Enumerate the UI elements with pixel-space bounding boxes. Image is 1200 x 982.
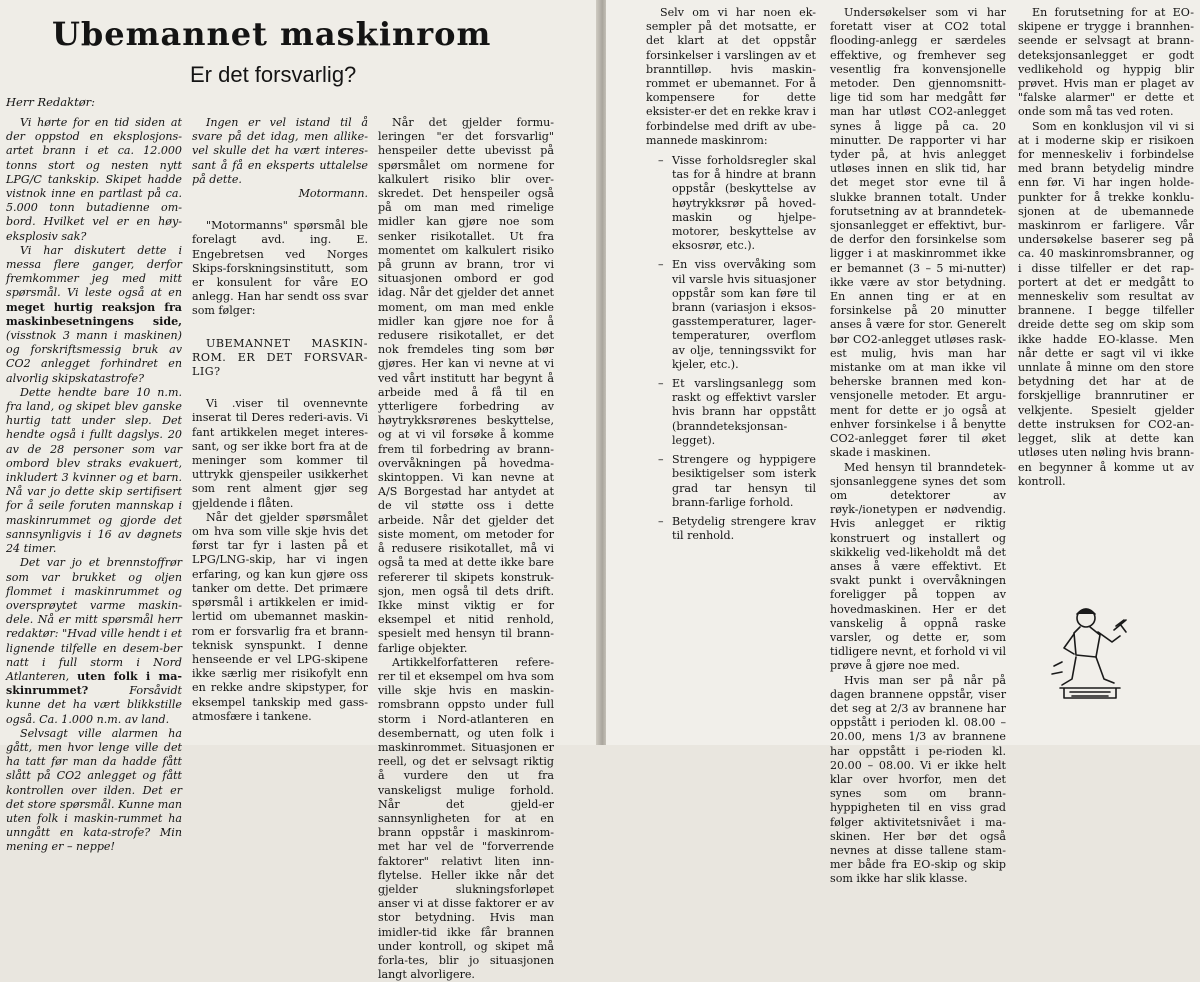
letter-paragraph: Vi har diskutert dette i messa flere ganger, derfor fremkommer jeg med mitt spørsmål. Vi leste også at en meget hurtig reaksjon fra maskinbesetningens side, (visstnok 3 mann i maskinen) og forskriftsmessig bruk av CO2 anlegget forhindret en alvorlig skipskatastrofe? (6, 243, 182, 385)
reply-paragraph: Undersøkelser som vi har foretatt viser at CO2 total flooding-anlegg er særdeles effektive, og fremhever seg vesentlig fra konvensjonelle metoder. Den gjennomsnitt-lige tid som har medgått før man har utløst CO2-anlegget synes å ligge på ca. 20 minutter. De rapporter vi har tyder på, at hvis anlegget utløses innen en slik tid, har det meget stor evne til å slukke brannen totalt. Under forutsetning av at branndetek-sjonsanlegget er effektivt, bur-de derfor den forsinkelse som ligger i at maskinrommet ikke er bemannet (3 – 5 mi-nutter) ikke være av stor betydning. En annen ting er at en forsinkelse på 20 minutter anses å være for stor. Generelt bør CO2-anlegget utløses rask-est mulig, hvis man har mistanke om at man ikke vil beherske brannen med kon-vensjonelle metoder. Et argu-ment for dette er jo også at enhver forsinkelse i å benytte CO2-anlegget fører til øket skade i maskinen. (830, 6, 1006, 460)
article-headline: Ubemannet maskinrom (52, 15, 492, 53)
reply-caps-title: UBEMANNET MASKIN-ROM. ER DET FORSVAR-LIG? (192, 336, 368, 379)
reply-paragraph: En forutsetning for at EO-skipene er trygge i brannhen-seende er selvsagt at brann-deteksjonsanlegget er godt vedlikehold og hyppig blir prøvet. Hvis man er plaget av "falske alarmer" er dette et onde som må tas ved roten. (1018, 6, 1194, 119)
reply-column-5 (830, 6, 1006, 886)
reply-paragraph: Vi .viser til ovennevnte inserat til Deres rederi-avis. Vi fant artikkelen meget interes-sant, og ser ikke bort fra at de meninger som kommer til uttrykk gjenspeiler usikkerhet som rent alment gjør seg gjeldende i flåten. (192, 397, 368, 510)
reply-paragraph: Når det gjelder formu-leringen "er det forsvarlig" henspeiler dette ubevisst på spørsmålet om normene for kalkulert risiko blir over-skredet. Det henspeiler også på om man med rimelige midler kan gjøre noe som senker risikotallet. Ut fra momentet om kalkulert risiko på grunn av brann, tror vi situasjonen ombord er god idag. Når det gjelder det annet moment, om man med enkle midler kan gjøre noe for å redusere risikotallet, er det nok fremdeles ting som bør gjøres. Her kan vi nevne at vi ved vårt institutt har begynt å arbeide med å få til en ytterligere forbedring av høytrykksrørenes beskyttelse, og at vi vil forsøke å komme frem til forbedring av brann-overvåkningen på hovedma-skintoppen. Vi kan nevne at A/S Borgestad har antydet at de vil støtte oss i dette arbeide. Når det gjelder det siste moment, om metoder for å redusere risikotallet, må vi også ta med at dette ikke bare refererer til skipets konstruk-sjon, men også til dets drift. Ikke minst viktig er for eksempel et nitid renhold, spesielt med hensyn til brann-farlige objekter. (378, 116, 554, 655)
list-item: – Strengere og hyppigere besiktigelser som isterk grad tar hensyn til brann-farlige forhold. (658, 453, 816, 510)
reply-intro: "Motormanns" spørsmål ble forelagt avd. ing. E. Engebretsen ved Norges Skips-forskningsinstitutt, som er konsulent for våre EO anlegg. Han har sendt oss svar som følger: (192, 219, 368, 318)
letter-paragraph: Ingen er vel istand til å svare på det idag, men allike-vel skulle det ha vært interes-sant å få en eksperts uttalelse på dette. (192, 116, 368, 186)
letter-column-2 (192, 116, 368, 741)
reply-paragraph: Som en konklusjon vil vi si at i moderne skip er risikoen for menneskeliv i forbindelse med brann betydelig mindre enn før. Vi har ingen holde-punkter for å trekke konklu-sjonen at de ubemannede maskinrom er farligere. Vår undersøkelse baserer seg på ca. 40 maskinromsbranner, og i disse tilfeller er det rap-portert at det er medgått to menneskeliv som resultat av brannene. I begge tilfeller dreide dette seg om skip som ikke hadde EO-klasse. Men når dette er sagt vil vi ikke unnlate å minne om den store betydning det har at de forskjellige brannrutiner er velkjente. Spesielt gjelder dette instruksen for CO2-an-legget, slik at dette kan utløses uten nøling hvis brann-en begynner å komme ut av kontroll. (1018, 119, 1194, 488)
list-item: – En viss overvåking som vil varsle hvis situasjoner oppstår som kan føre til brann (variasjon i eksos-gasstemperaturer, lager-temperaturer, overflom av olje, tenningssvikt for kjeler, etc.). (658, 258, 816, 372)
reply-column-4 (646, 6, 816, 741)
letter-paragraph: Selvsagt ville alarmen ha gått, men hvor lenge ville det ha tatt før man da hadde fått slått på CO2 anlegget og fått kontrollen over ilden. Det er det store spørsmål. Kunne man uten folk i maskin-rummet ha unngått en kata-strofe? Min mening er – neppe! (6, 726, 182, 854)
letter-signature: Motormann. (298, 187, 368, 201)
requirements-list (646, 154, 816, 543)
reply-column-3 (378, 116, 554, 982)
letter-paragraph: Dette hendte bare 10 n.m. fra land, og skipet blev ganske hurtig tatt under slep. Det hendte også i fullt dagslys. 20 av de 28 personer som var ombord blev straks evakuert, inkludert 3 kvinner og et barn. Nå var jo dette skip sertifisert for å seile foruten mannskap i maskinrummet og gjorde det sannsynligvis i 16 av døgnets 24 timer. (6, 385, 182, 556)
sailor-hammer-illustration (1050, 596, 1134, 708)
list-item: – Visse forholdsregler skal tas for å hindre at brann oppstår (beskyttelse av høytrykksrør på hoved-maskin og hjelpe-motorer, beskyttelse av eksosrør, etc.). (658, 154, 816, 253)
list-item: – Betydelig strengere krav til renhold. (658, 515, 816, 543)
reply-paragraph: Når det gjelder spørsmålet om hva som ville skje hvis det først tar fyr i lasten på et LPG/LNG-skip, har vi ingen erfaring, og kan kun gjøre oss tanker om dette. Det primære spørsmål i artikkelen er imid-lertid om ubemannet maskin-rom er forsvarlig fra et brann-teknisk synspunkt. I denne henseende er vel LPG-skipene ikke særlig mer risikofylt enn en rekke andre skipstyper, for eksempel tankskip med gass-atmosfære i tankene. (192, 510, 368, 723)
reply-column-6 (1018, 6, 1194, 594)
reply-paragraph: Artikkelforfatteren refere-rer til et eksempel om hva som ville skje hvis en maskin-romsbrann oppsto under full storm i Nord-atlanteren en desembernatt, og uten folk i maskinrommet. Situasjonen er reell, og det er selvsagt riktig å vurdere den ut fra vanskeligst mulige forhold. Når det gjeld-er sannsynligheten for at en brann oppstår i maskinrom-met har vel de "forverrende faktorer" relativt liten inn-flytelse. Heller ikke når det gjelder slukningsforløpet anser vi at disse faktorer er av stor betydning. Hvis man imidler-tid ikke får brannen under kontroll, og skipet må forla-tes, blir jo situasjonen langt alvorligere. (378, 655, 554, 982)
letter-paragraph: Det var jo et brennstoffrør som var brukket og oljen flommet i maskinrummet og oversprøytet varme maskin-dele. Nå er mitt spørsmål herr redaktør: "Hvad ville hendt i et lignende tilfelle en desem-ber natt i full storm i Nord Atlanteren, uten folk i ma-skinrummet? Forsåvidt kunne det ha vært blikkstille også. Ca. 1.000 n.m. av land. (6, 556, 183, 726)
letter-column-1 (6, 116, 183, 854)
reply-paragraph: Med hensyn til branndetek-sjonsanleggene synes det som om detektorer av røyk-/ionetypen er nødvendig. Hvis anlegget er riktig konstruert og installert og skikkelig ved-likeholdt må det anses å være effektivt. Et svakt punkt i overvåkningen foreligger på toppen av hovedmaskinen. Her er det vanskelig å oppnå raske varsler, og dette er, som tidligere nevnt, et forhold vi vil prøve å gjøre noe med. (830, 460, 1006, 673)
letter-paragraph: Vi hørte for en tid siden at der oppstod en eksplosjons-artet brann i et ca. 12.000 tonns stort og nesten nytt LPG/C tankskip. Skipet hadde vistnok inne en partlast på ca. 5.000 tonn butadienne om-bord. Hvilket vel er en høy-eksplosiv sak? (6, 116, 182, 243)
reply-paragraph: Selv om vi har noen ek-sempler på det motsatte, er det klart at det oppstår forsinkelser i varslingen av et branntilløp. hvis maskin-rommet er ubemannet. For å kompensere for dette eksister-er det en rekke krav i forbindelse med drift av ube-mannede maskinrom: (646, 6, 816, 147)
article-subheadline: Er det forsvarlig? (190, 62, 357, 87)
letter-greeting: Herr Redaktør: (6, 95, 96, 109)
reply-paragraph: Hvis man ser på når på dagen brannene oppstår, viser det seg at 2/3 av brannene har oppstått i perioden kl. 08.00 – 20.00, mens 1/3 av brannene har oppstått i pe-rioden kl. 20.00 – 08.00. Vi er ikke helt klar over hvorfor, men det synes som om brann-hyppigheten til en viss grad følger aktivitetsnivået i ma-skinen. Her bør det også nevnes at disse tallene stam-mer både fra EO-skip og skip som ikke har slik klasse. (830, 673, 1006, 886)
list-item: – Et varslingsanlegg som raskt og effektivt varsler hvis brann har oppstått (branndeteksjonsan-legget). (658, 377, 816, 448)
